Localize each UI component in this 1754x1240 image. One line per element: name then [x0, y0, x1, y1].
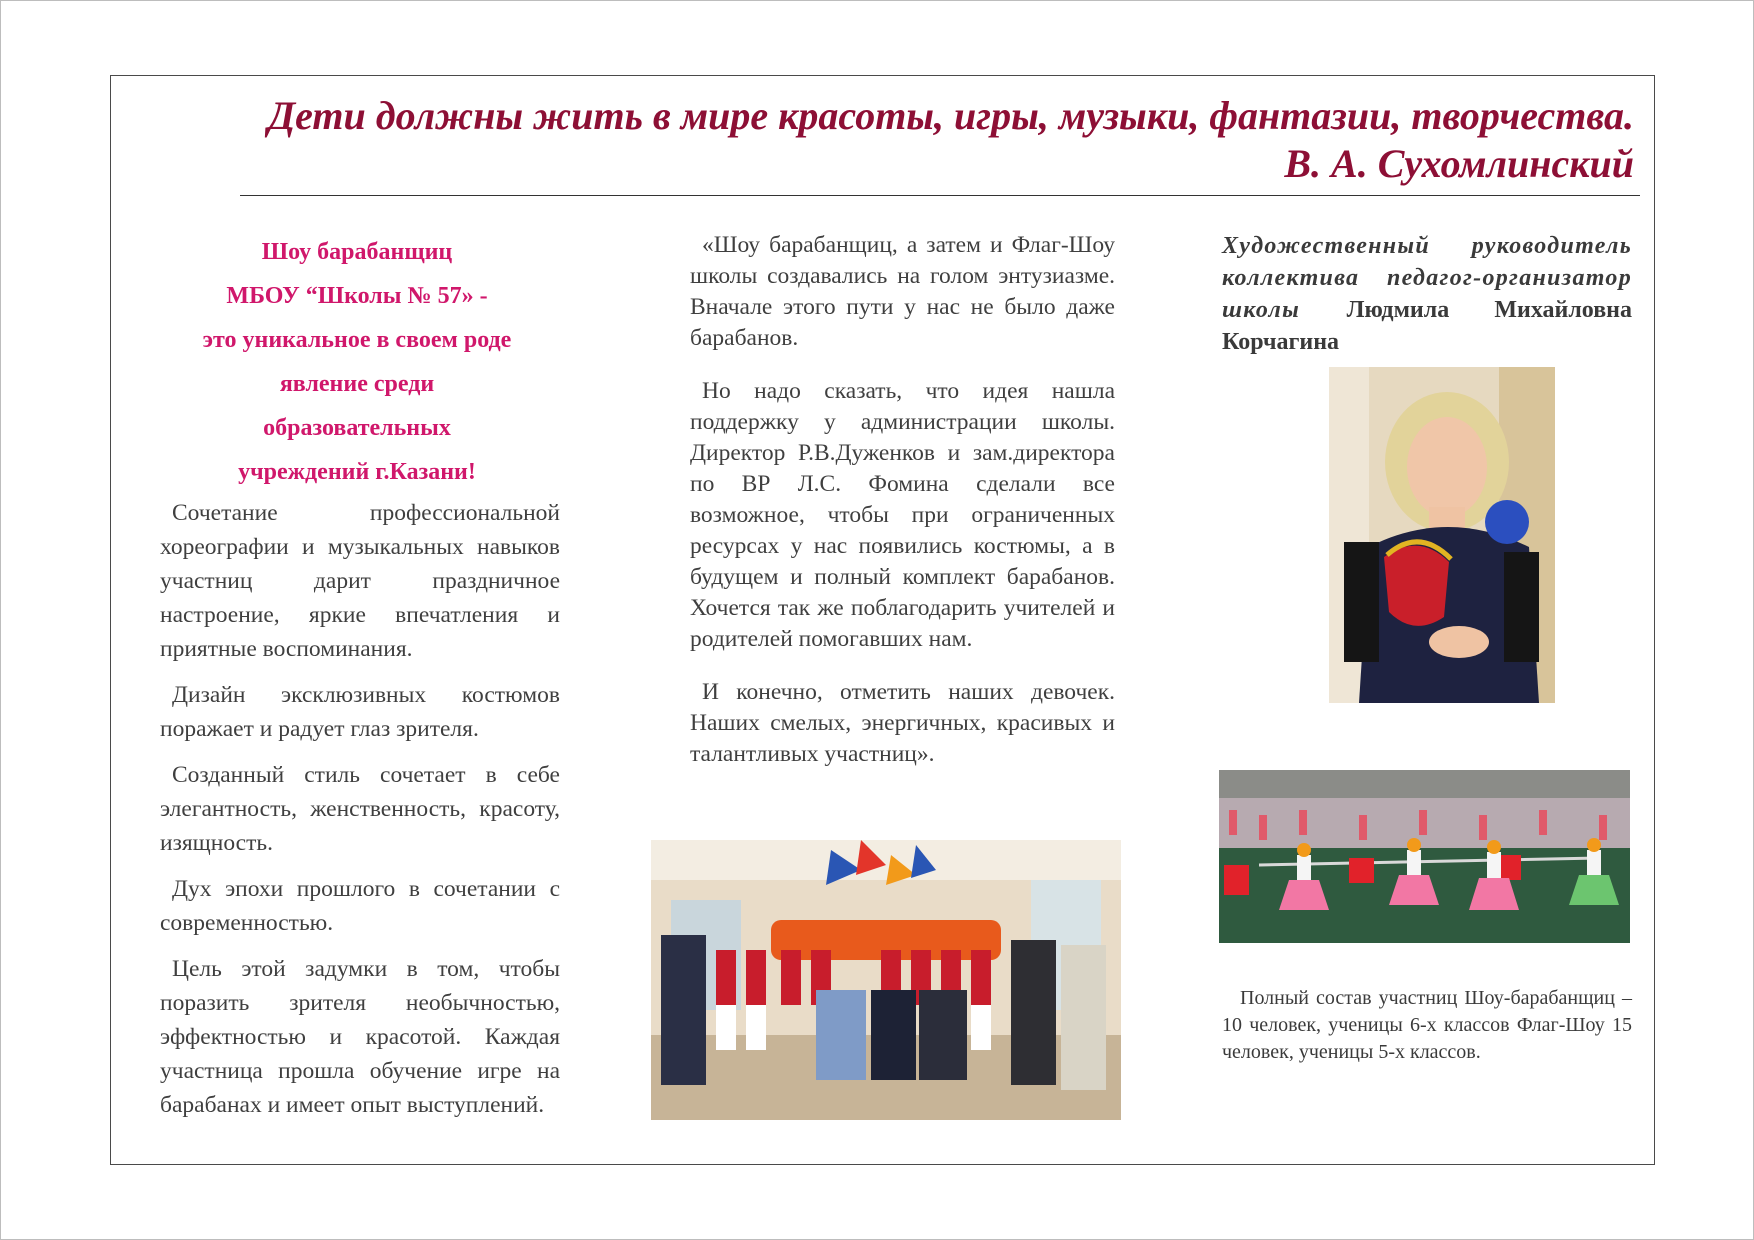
middle-column [690, 230, 1115, 770]
paragraph: Созданный стиль сочетает в себе элегантность, женственность, красоту, изящность. [160, 762, 560, 856]
left-column [160, 230, 560, 1134]
paragraph: Сочетание профессиональной хореографии и музыкальных навыков участниц дарит праздничное настроение, яркие впечатления и приятные воспоминания. [160, 500, 560, 662]
field-photo-image [1219, 770, 1630, 943]
paragraph: Но надо сказать, что идея нашла поддержку у администрации школы. Директор Р.В.Дуженков и зам.директора по ВР Л.С. Фомина сделали все возможное, чтобы при ограниченных ресурсах у нас появились костюмы, а в будущем и полный комплект барабанов. Хочется так же поблагодарить учителей и родителей помогавших нам. [690, 378, 1115, 652]
epigraph [234, 92, 1634, 188]
credit-block [1222, 230, 1632, 358]
caption-block [1222, 985, 1632, 1066]
epigraph-text: Дети должны жить в мире красоты, игры, музыки, фантазии, творчества. [267, 93, 1634, 138]
headline-line: явление среди [279, 371, 435, 397]
headline-line: это уникальное в своем роде [202, 327, 512, 353]
epigraph-author: В. А. Сухомлинский [1284, 141, 1634, 186]
paragraph: Дух эпохи прошлого в сочетании с современностью. [160, 876, 560, 936]
paragraph: Цель этой задумки в том, чтобы поразить зрителя необычностью, эффектностью и красотой. Каждая участница прошла обучение игре на барабанах и имеет опыт выступлений. [160, 956, 560, 1118]
header-divider [240, 195, 1640, 196]
credit-name: Людмила Михайловна Корчагина [1222, 297, 1632, 355]
right-column [1222, 230, 1632, 358]
headline-line: Шоу барабанщиц [261, 239, 453, 265]
group-photo-image [651, 840, 1121, 1120]
photo-caption: Полный состав участниц Шоу-барабанщиц – 10 человек, ученицы 6-х классов Флаг-Шоу 15 человек, ученицы 5-х классов. [1222, 987, 1632, 1063]
portrait-photo [1329, 367, 1555, 703]
portrait-photo-image [1329, 367, 1555, 703]
headline-line: МБОУ “Школы № 57» - [226, 283, 488, 309]
group-photo [651, 840, 1121, 1120]
credit-role: Художественный руководитель коллектива педагог-организатор школы [1222, 233, 1632, 323]
paragraph: Дизайн эксклюзивных костюмов поражает и радует глаз зрителя. [160, 682, 560, 742]
headline [154, 230, 560, 494]
paragraph: «Шоу барабанщиц, а затем и Флаг-Шоу школы создавались на голом энтузиазме. Вначале этого пути у нас не было даже барабанов. [690, 232, 1115, 351]
headline-line: образовательных [263, 415, 451, 441]
field-photo [1219, 770, 1630, 943]
paragraph: И конечно, отметить наших девочек. Наших смелых, энергичных, красивых и талантливых участниц». [690, 679, 1115, 767]
headline-line: учреждений г.Казани! [238, 459, 476, 485]
